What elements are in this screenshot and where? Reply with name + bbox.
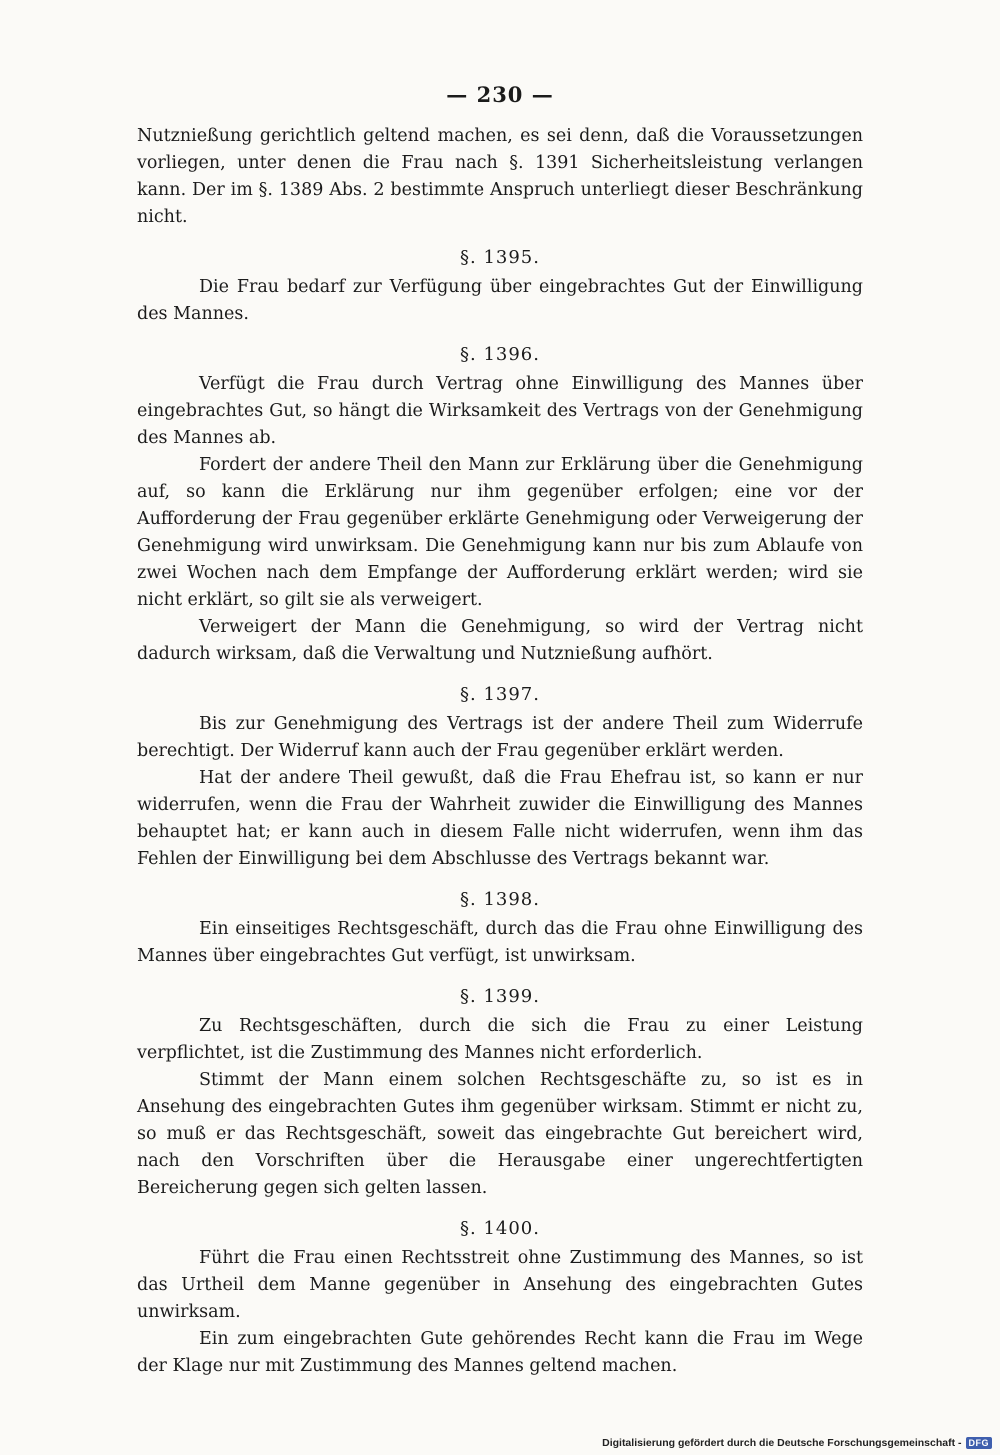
section-1400 (137, 1218, 863, 1380)
section-paragraph: Bis zur Genehmigung des Vertrags ist der andere Theil zum Widerrufe berechtigt. Der Widerruf kann auch der Frau gegenüber erklärt werden. (137, 714, 863, 761)
section-1397 (137, 684, 863, 873)
section-paragraph: Fordert der andere Theil den Mann zur Erklärung über die Genehmigung auf, so kann die Erklärung nur ihm gegenüber erfolgen; eine vor der Aufforderung der Frau gegenüber erklärte Genehmigung oder Verweigerung der Genehmigung wird unwirksam. Die Genehmigung kann nur bis zum Ablaufe von zwei Wochen nach dem Empfange der Aufforderung erklärt werden; wird sie nicht erklärt, so gilt sie als verweigert. (137, 455, 863, 610)
page-number-header: — 230 — (446, 82, 554, 107)
section-1398 (137, 889, 863, 970)
section-paragraph: Führt die Frau einen Rechtsstreit ohne Zustimmung des Mannes, so ist das Urtheil dem Manne gegenüber in Ansehung des eingebrachten Gutes unwirksam. (137, 1248, 863, 1322)
section-paragraph: Die Frau bedarf zur Verfügung über eingebrachtes Gut der Einwilligung des Mannes. (137, 277, 863, 324)
section-paragraph: Zu Rechtsgeschäften, durch die sich die Frau zu einer Leistung verpflichtet, ist die Zustimmung des Mannes nicht erforderlich. (137, 1016, 863, 1063)
section-1399 (137, 986, 863, 1202)
section-1396 (137, 344, 863, 668)
footer-credit-text: Digitalisierung gefördert durch die Deutsche Forschungsgemeinschaft - (602, 1437, 962, 1449)
section-heading: §. 1399. (460, 986, 540, 1007)
document-page (137, 82, 863, 1380)
section-heading: §. 1400. (460, 1218, 540, 1239)
section-1395 (137, 247, 863, 328)
section-paragraph: Verweigert der Mann die Genehmigung, so wird der Vertrag nicht dadurch wirksam, daß die Verwaltung und Nutznießung aufhört. (137, 617, 863, 664)
section-paragraph: Stimmt der Mann einem solchen Rechtsgeschäfte zu, so ist es in Ansehung des eingebrachten Gutes ihm gegenüber wirksam. Stimmt er nicht zu, so muß er das Rechtsgeschäft, soweit das eingebrachte Gut bereichert wird, nach den Vorschriften über die Herausgabe einer ungerechtfertigten Bereicherung gegen sich gelten lassen. (137, 1070, 863, 1198)
section-paragraph: Verfügt die Frau durch Vertrag ohne Einwilligung des Mannes über eingebrachtes Gut, so hängt die Wirksamkeit des Vertrags von der Genehmigung des Mannes ab. (137, 374, 863, 448)
digitization-footer (602, 1437, 992, 1449)
section-paragraph: Hat der andere Theil gewußt, daß die Frau Ehefrau ist, so kann er nur widerrufen, wenn die Frau der Wahrheit zuwider die Einwilligung des Mannes behauptet hat; er kann auch in diesem Falle nicht widerrufen, wenn ihm das Fehlen der Einwilligung bei dem Abschlusse des Vertrags bekannt war. (137, 768, 863, 869)
section-heading: §. 1396. (460, 344, 540, 365)
section-paragraph: Ein zum eingebrachten Gute gehörendes Recht kann die Frau im Wege der Klage nur mit Zustimmung des Mannes geltend machen. (137, 1329, 863, 1376)
section-heading: §. 1398. (460, 889, 540, 910)
section-paragraph: Ein einseitiges Rechtsgeschäft, durch das die Frau ohne Einwilligung des Mannes über eingebrachtes Gut verfügt, ist unwirksam. (137, 919, 863, 966)
section-heading: §. 1395. (460, 247, 540, 268)
dfg-logo: DFG (966, 1437, 993, 1449)
section-heading: §. 1397. (460, 684, 540, 705)
intro-paragraph: Nutznießung gerichtlich geltend machen, es sei denn, daß die Voraussetzungen vorliegen, unter denen die Frau nach §. 1391 Sicherheitsleistung verlangen kann. Der im §. 1389 Abs. 2 bestimmte Anspruch unterliegt dieser Beschränkung nicht. (137, 126, 863, 227)
